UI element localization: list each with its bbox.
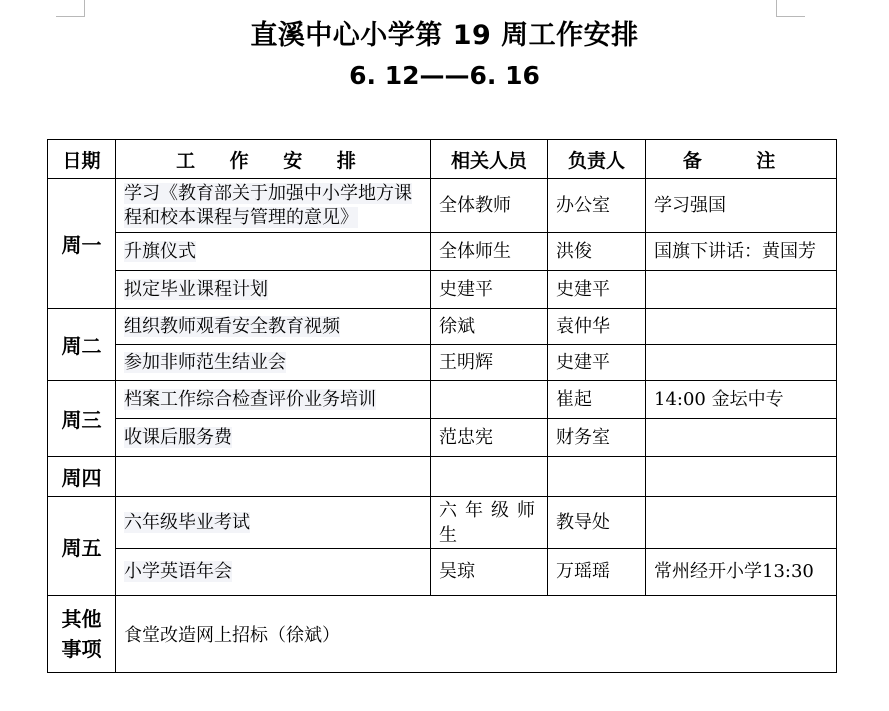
task-text: 组织教师观看安全教育视频: [124, 315, 340, 337]
notes-cell: 国旗下讲话：黄国芳: [646, 233, 837, 271]
owner-cell: 史建平: [548, 271, 646, 309]
day-cell-wednesday: 周三: [48, 381, 116, 457]
day-cell-thursday: 周四: [48, 457, 116, 497]
notes-cell: [646, 497, 837, 549]
day-cell-tuesday: 周二: [48, 309, 116, 381]
task-text: 拟定毕业课程计划: [124, 278, 268, 300]
people-cell: 徐斌: [431, 309, 548, 345]
task-text: 升旗仪式: [124, 240, 196, 262]
header-row: [48, 140, 837, 179]
day-cell-other: 其他事项: [48, 596, 116, 673]
table-row: [48, 381, 837, 419]
task-cell: [116, 381, 431, 419]
notes-cell: [646, 271, 837, 309]
task-cell: [116, 309, 431, 345]
table-row: [48, 457, 837, 497]
owner-cell: [548, 457, 646, 497]
task-text: 六年级毕业考试: [124, 511, 250, 533]
notes-cell: 14:00 金坛中专: [646, 381, 837, 419]
table-row: [48, 549, 837, 596]
people-cell: 范忠宪: [431, 419, 548, 457]
task-cell: [116, 497, 431, 549]
owner-cell: 办公室: [548, 179, 646, 233]
task-cell: [116, 179, 431, 233]
notes-cell: [646, 457, 837, 497]
people-cell: 全体师生: [431, 233, 548, 271]
task-text: 收课后服务费: [124, 426, 232, 448]
task-cell: [116, 271, 431, 309]
table-row: [48, 309, 837, 345]
table-row: [48, 179, 837, 233]
table-row: [48, 419, 837, 457]
task-cell: [116, 419, 431, 457]
header-work: 工 作 安 排: [116, 140, 431, 179]
header-people: 相关人员: [431, 140, 548, 179]
notes-cell: [646, 419, 837, 457]
task-cell: [116, 457, 431, 497]
task-cell: [116, 549, 431, 596]
day-cell-friday: 周五: [48, 497, 116, 596]
owner-cell: 崔起: [548, 381, 646, 419]
header-notes: 备 注: [646, 140, 837, 179]
notes-cell: [646, 309, 837, 345]
header-date: 日期: [48, 140, 116, 179]
owner-cell: 洪俊: [548, 233, 646, 271]
task-text: 参加非师范生结业会: [124, 351, 286, 373]
people-cell: 六年级师生: [431, 497, 548, 549]
task-cell: [116, 233, 431, 271]
task-text: 学习《教育部关于加强中小学地方课程和校本课程与管理的意见》: [124, 182, 412, 228]
people-cell: 王明辉: [431, 345, 548, 381]
people-cell: 吴琼: [431, 549, 548, 596]
table-row: [48, 345, 837, 381]
people-cell: [431, 457, 548, 497]
owner-cell: 财务室: [548, 419, 646, 457]
owner-cell: 史建平: [548, 345, 646, 381]
notes-cell: [646, 345, 837, 381]
other-content-cell: 食堂改造网上招标（徐斌）: [116, 596, 837, 673]
task-text: 档案工作综合检查评价业务培训: [124, 388, 376, 410]
owner-cell: 袁仲华: [548, 309, 646, 345]
people-cell: 史建平: [431, 271, 548, 309]
people-cell: 全体教师: [431, 179, 548, 233]
task-cell: [116, 345, 431, 381]
owner-cell: 万瑶瑶: [548, 549, 646, 596]
notes-cell: 常州经开小学13:30: [646, 549, 837, 596]
task-text: 小学英语年会: [124, 561, 232, 582]
day-cell-monday: 周一: [48, 179, 116, 309]
table-row: [48, 271, 837, 309]
people-cell: [431, 381, 548, 419]
header-owner: 负责人: [548, 140, 646, 179]
table-row: [48, 497, 837, 549]
schedule-table: [47, 139, 837, 673]
notes-cell: 学习强国: [646, 179, 837, 233]
table-row: [48, 596, 837, 673]
page-corner-mark-left: [56, 0, 85, 17]
table-row: [48, 233, 837, 271]
document-title: 直溪中心小学第 19 周工作安排: [250, 20, 639, 51]
owner-cell: 教导处: [548, 497, 646, 549]
page-corner-mark-right: [776, 0, 805, 17]
date-range: 6. 12——6. 16: [349, 61, 540, 90]
